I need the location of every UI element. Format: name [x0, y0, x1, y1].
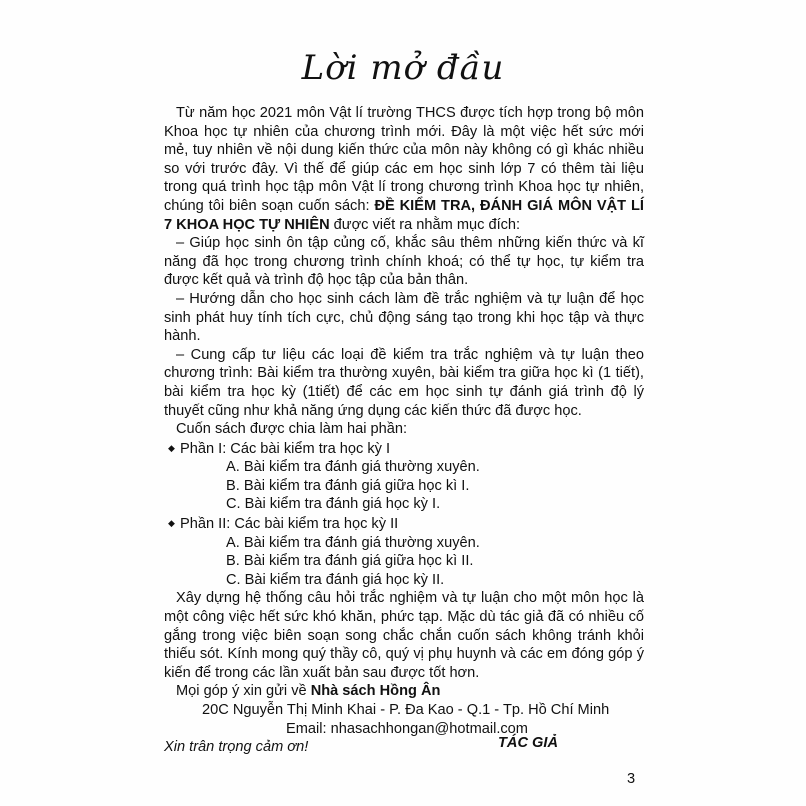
purpose-item: – Cung cấp tư liệu các loại đề kiểm tra trắc nghiệm và tự luận theo chương trình: Bài kiểm tra thường xuyên, bài kiểm tra giữa học kì (1 tiết), bài kiểm tra học kỳ (1tiết) để các em học sinh tự đánh giá trình độ lý thuyết cũng như khả năng ứng dụng các kiến thức đã được học.	[164, 346, 644, 419]
closing-paragraph: Xây dựng hệ thống câu hỏi trắc nghiệm và tự luận cho một môn học là một công việc hết sức khó khăn, phức tạp. Mặc dù tác giả đã có nhiều cố gắng trong việc biên soạn song chắc chắn cuốn sách không tránh khỏi thiếu sót. Kính mong quý thầy cô, quý vị phụ huynh và các em đóng góp ý kiến để trong các lần xuất bản sau được tốt hơn.	[164, 590, 644, 681]
publisher-address: 20C Nguyễn Thị Minh Khai - P. Đa Kao - Q.1 - Tp. Hồ Chí Minh	[202, 702, 610, 718]
structure-intro: Cuốn sách được chia làm hai phần:	[176, 421, 408, 438]
preface-body	[164, 104, 644, 757]
diamond-bullet-icon: ◆	[168, 518, 175, 529]
publisher-name: Nhà sách Hồng Ân	[310, 683, 441, 700]
intro-text-end: được viết ra nhằm mục đích:	[329, 216, 521, 233]
purpose-item: – Giúp học sinh ôn tập củng cố, khắc sâu thêm những kiến thức và kĩ năng đã học trong chương trình chính khoá; có thể tự học, tự kiểm tra được kết quả và trình độ học tập của bản thân.	[164, 235, 644, 289]
part-heading	[164, 439, 644, 459]
part-heading-text: Phần I: Các bài kiểm tra học kỳ I	[180, 440, 391, 457]
part-item: C. Bài kiểm tra đánh giá học kỳ I.	[226, 496, 441, 513]
part-item: A. Bài kiểm tra đánh giá thường xuyên.	[226, 459, 480, 476]
diamond-bullet-icon: ◆	[168, 442, 175, 453]
thanks-line: Xin trân trọng cảm ơn!	[164, 739, 309, 756]
part-item: A. Bài kiểm tra đánh giá thường xuyên.	[226, 534, 480, 551]
page-title: Lời mở đầu	[301, 48, 505, 88]
part-item: C. Bài kiểm tra đánh giá học kỳ II.	[226, 571, 445, 588]
publisher-email: Email: nhasachhongan@hotmail.com	[286, 720, 528, 737]
intro-paragraph	[164, 104, 644, 234]
author-signature: TÁC GIẢ	[498, 735, 558, 751]
part-item: B. Bài kiểm tra đánh giá giữa học kì I.	[226, 477, 470, 494]
contact-lead: Mọi góp ý xin gửi về	[176, 683, 311, 700]
book-title: ĐỀ KIỂM TRA, ĐÁNH GIÁ MÔN VẬT LÍ 7 KHOA HỌC TỰ NHIÊN	[164, 197, 644, 233]
purpose-item: – Hướng dẫn cho học sinh cách làm đề trắc nghiệm và tự luận để học sinh phát huy tính tích cực, chủ động sáng tạo trong khi học tập và thực hành.	[164, 290, 644, 345]
part-heading	[164, 514, 644, 534]
part-heading-text: Phần II: Các bài kiểm tra học kỳ II	[180, 516, 399, 533]
part-item: B. Bài kiểm tra đánh giá giữa học kì II.	[226, 553, 474, 570]
contact-line	[164, 682, 644, 701]
page-number: 3	[627, 771, 636, 787]
intro-text: Từ năm học 2021 môn Vật lí trường THCS được tích hợp trong bộ môn Khoa học tự nhiên của chương trình mới. Đây là một việc hết sức mới mẻ, tuy nhiên về nội dung kiến thức của môn này không có gì khác nhiều so với trước đây. Vì thế để giúp các em học sinh lớp 7 có thêm tài liệu trong quá trình học tập môn Vật lí trong chương trình Khoa học tự nhiên, chúng tôi biên soạn cuốn sách:	[164, 105, 644, 214]
